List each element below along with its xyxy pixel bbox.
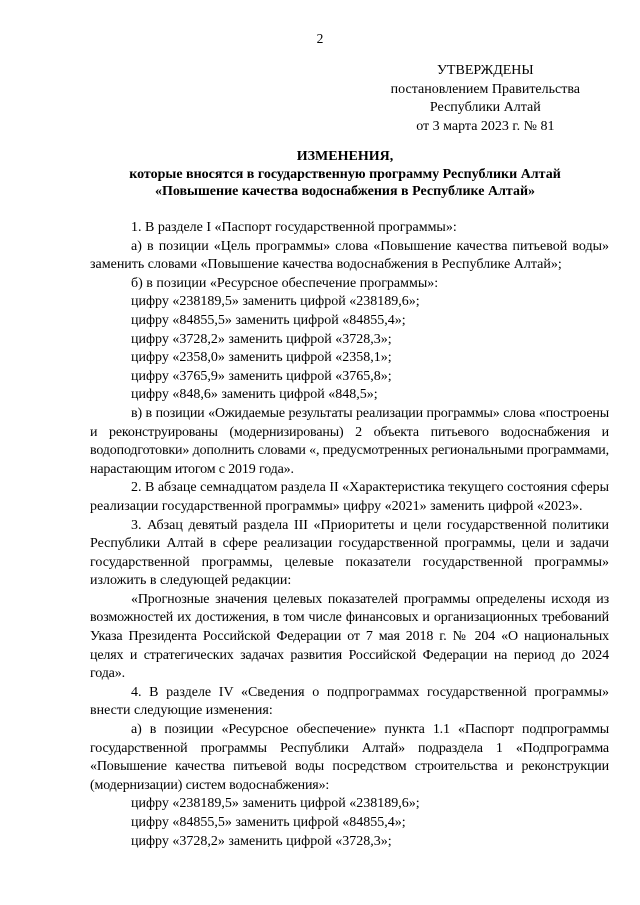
paragraph: цифру «3728,2» заменить цифрой «3728,3»; (131, 833, 392, 849)
paragraph: цифру «848,6» заменить цифрой «848,5»; (131, 387, 378, 403)
paragraph: а) в позиции «Цель программы» слова «Повышение качества питьевой воды» заменить словами «Повышение качества водоснабжения в Республике Алтай»; (90, 238, 609, 273)
page-number: 2 (316, 31, 324, 46)
paragraph: 4. В разделе IV «Сведения о подпрограммах государственной программы» внести следующие изменения: (90, 684, 609, 719)
approval-title: УТВЕРЖДЕНЫ (437, 63, 534, 78)
paragraph: цифру «238189,5» заменить цифрой «238189,6»; (131, 796, 420, 812)
paragraph: цифру «3728,2» заменить цифрой «3728,3»; (131, 331, 392, 347)
paragraph: цифру «3765,9» заменить цифрой «3765,8»; (131, 368, 392, 384)
approval-date: от 3 марта 2023 г. № 81 (416, 118, 555, 134)
paragraph: «Прогнозные значения целевых показателей программы определены исходя из возможностей их достижения, в том числе финансовых и организационных требований Указа Президента Российской Федерации от 7 мая 2018 г. № 204 «О национальных целях и стратегических задачах развития Российской Федерации на период до 2024 года». (90, 591, 609, 682)
paragraph: 2. В абзаце семнадцатом раздела II «Характеристика текущего состояния сферы реализации государственной программы» цифру «2021» заменить цифрой «2023». (90, 480, 609, 514)
paragraph: в) в позиции «Ожидаемые результаты реализации программы» слова «построены и реконструированы (модернизированы) 2 объекта питьевого водоснабжения и водоподготовки» дополнить словами «, предусмотренных региональными программами, нарастающим итогом с 2019 года». (90, 405, 609, 477)
heading-subtitle: которые вносятся в государственную программу Республики Алтай (129, 166, 561, 182)
paragraph: б) в позиции «Ресурсное обеспечение программы»: (131, 275, 439, 291)
paragraph: цифру «2358,0» заменить цифрой «2358,1»; (131, 350, 392, 366)
approval-line: Республики Алтай (429, 100, 541, 115)
document-heading (90, 148, 600, 201)
paragraph: цифру «84855,5» заменить цифрой «84855,4»; (131, 312, 406, 328)
approval-block (391, 62, 580, 136)
approval-line: постановлением Правительства (390, 81, 580, 97)
document-body (90, 219, 609, 851)
paragraph: а) в позиции «Ресурсное обеспечение» пункта 1.1 «Паспорт подпрограммы государственной программы Республики Алтай» подраздела 1 «Подпрограмма «Повышение качества питьевой воды посредством строительства и реконструкции (модернизации) систем водоснабжения»: (90, 722, 609, 793)
paragraph: 3. Абзац девятый раздела III «Приоритеты и цели государственной политики Республики Алтай в сфере реализации государственной программы, цели и задачи государственной программы, целевые показатели государственной программы» изложить в следующей редакции: (90, 517, 609, 589)
paragraph: цифру «84855,5» заменить цифрой «84855,4»; (131, 815, 406, 830)
heading-title: ИЗМЕНЕНИЯ, (296, 149, 394, 164)
heading-program-name: «Повышение качества водоснабжения в Республике Алтай» (154, 184, 536, 199)
paragraph: 1. В разделе I «Паспорт государственной программы»: (131, 220, 457, 235)
paragraph: цифру «238189,5» заменить цифрой «238189,6»; (131, 294, 420, 310)
